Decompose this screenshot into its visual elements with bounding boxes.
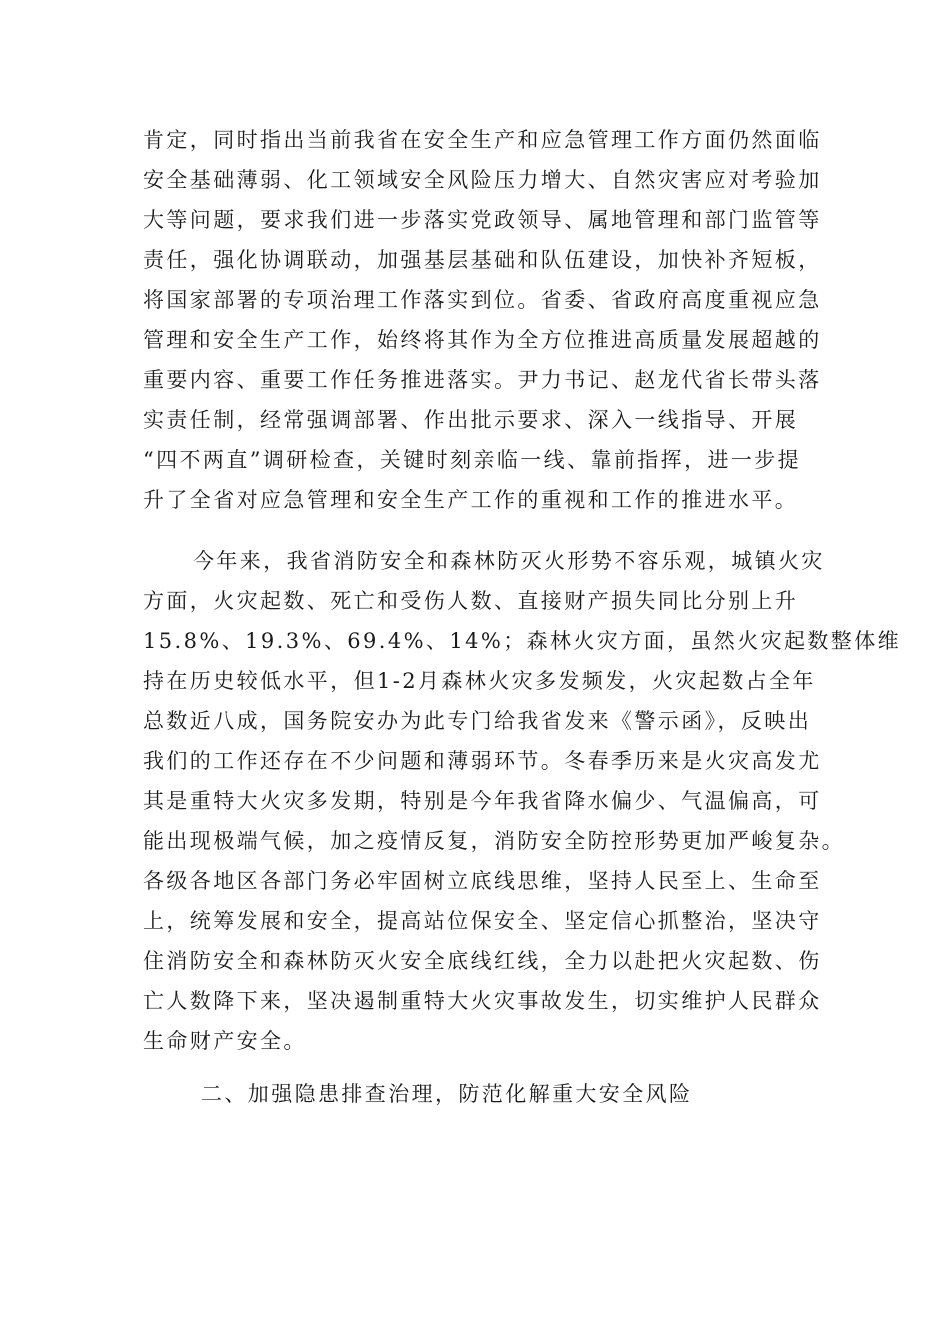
text-line: 肯定，同时指出当前我省在安全生产和应急管理工作方面仍然面临 [143, 128, 822, 152]
text-line: 方面，火灾起数、死亡和受伤人数、直接财产损失同比分别上升 [143, 589, 799, 613]
text-line: “四不两直”调研检查，关键时刻亲临一线、靠前指挥，进一步提 [143, 448, 802, 472]
text-line: 升了全省对应急管理和安全生产工作的重视和工作的推进水平。 [143, 488, 799, 512]
text-line: 管理和安全生产工作，始终将其作为全方位推进高质量发展超越的 [143, 328, 822, 352]
text-line: 实责任制，经常强调部署、作出批示要求、深入一线指导、开展 [143, 408, 799, 432]
text-line: 我们的工作还存在不少问题和薄弱环节。冬春季历来是火灾高发尤 [143, 749, 822, 773]
paragraph-1 [143, 120, 823, 520]
text-line: 上，统筹发展和安全，提高站位保安全、坚定信心抓整治，坚决守 [143, 909, 822, 933]
text-line: 重要内容、重要工作任务推进落实。尹力书记、赵龙代省长带头落 [143, 368, 822, 392]
text-line: 安全基础薄弱、化工领域安全风险压力增大、自然灾害应对考验加 [143, 168, 822, 192]
text-line: 亡人数降下来，坚决遏制重特大火灾事故发生，切实维护人民群众 [143, 989, 822, 1013]
text-line: 持在历史较低水平，但1-2月森林火灾多发频发，火灾起数占全年 [143, 669, 816, 693]
text-line: 总数近八成，国务院安办为此专门给我省发来《警示函》，反映出 [143, 709, 812, 733]
text-line: 住消防安全和森林防灭火安全底线红线，全力以赴把火灾起数、伤 [143, 949, 822, 973]
text-line: 责任，强化协调联动，加强基层基础和队伍建设，加快补齐短板， [143, 248, 822, 272]
text-line: 今年来，我省消防安全和森林防灭火形势不容乐观，城镇火灾 [193, 549, 825, 573]
text-line: 其是重特大火灾多发期，特别是今年我省降水偏少、气温偏高，可 [143, 789, 822, 813]
text-line: 能出现极端气候，加之疫情反复，消防安全防控形势更加严峻复杂。 [143, 829, 845, 853]
text-line: 大等问题，要求我们进一步落实党政领导、属地管理和部门监管等 [143, 208, 822, 232]
section-heading: 二、加强隐患排查治理，防范化解重大安全风险 [201, 1082, 693, 1106]
text-line: 各级各地区各部门务必牢固树立底线思维，坚持人民至上、生命至 [143, 869, 822, 893]
paragraph-2 [143, 541, 902, 1061]
text-line: 将国家部署的专项治理工作落实到位。省委、省政府高度重视应急 [143, 288, 822, 312]
text-line: 15.8%、19.3%、69.4%、14%；森林火灾方面，虽然火灾起数整体维 [143, 629, 902, 653]
text-line: 生命财产安全。 [143, 1029, 307, 1053]
